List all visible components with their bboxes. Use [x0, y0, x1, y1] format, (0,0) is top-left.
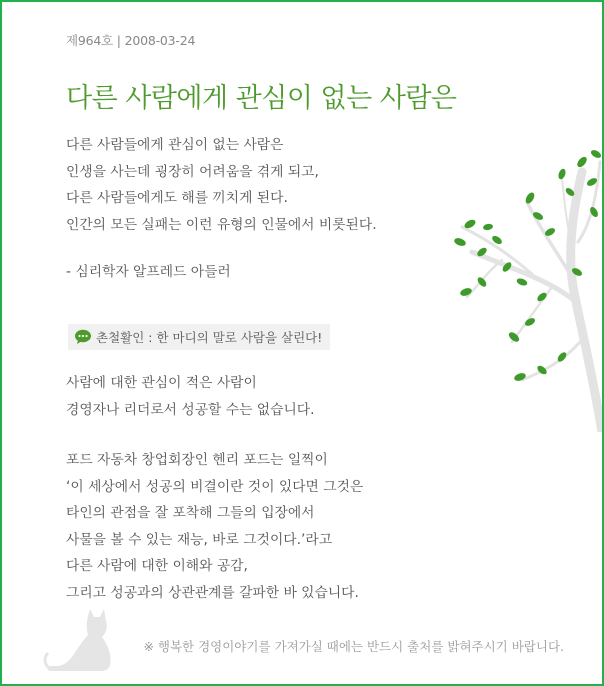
copyright-notice: ※ 행복한 경영이야기를 가져가실 때에는 반드시 출처를 밝혀주시기 바랍니다. — [143, 639, 564, 654]
body-line: 타인의 관점을 잘 포착해 그들의 입장에서 — [66, 505, 315, 521]
page-title: 다른 사람에게 관심이 없는 사람은 — [66, 83, 457, 114]
attribution-text: - 심리학자 알프레드 아들러 — [66, 264, 231, 280]
quote-block — [66, 132, 466, 238]
body-line: 포드 자동차 창업회장인 헨리 포드는 일찍이 — [66, 452, 328, 468]
speech-bubble-icon — [74, 329, 92, 345]
body-paragraph-2 — [66, 447, 466, 606]
tip-text: 촌철활인 : 한 마디의 말로 사람을 살린다! — [96, 330, 323, 345]
body-line: 다른 사람에 대한 이해와 공감, — [66, 558, 248, 574]
quote-line: 인생을 사는데 굉장히 어려움을 겪게 되고, — [66, 163, 319, 180]
tree-branch-icon — [442, 132, 602, 432]
quote-line: 인간의 모든 실패는 이런 유형의 인물에서 비롯된다. — [66, 216, 377, 233]
quote-attribution — [66, 259, 466, 286]
issue-info: 제964호 | 2008-03-24 — [66, 33, 196, 48]
tip-badge — [68, 324, 330, 350]
quote-line: 다른 사람들에게 관심이 없는 사람은 — [66, 137, 284, 153]
body-line: 사물을 볼 수 있는 재능, 바로 그것이다.’라고 — [66, 531, 333, 548]
body-line: 그리고 성공과의 상관관계를 갈파한 바 있습니다. — [66, 584, 359, 601]
body-line: 경영자나 리더로서 성공할 수는 없습니다. — [66, 401, 315, 418]
body-line: 사람에 대한 관심이 적은 사람이 — [66, 375, 257, 391]
body-paragraph-1 — [66, 370, 466, 423]
cat-silhouette-icon — [42, 607, 122, 672]
quote-line: 다른 사람들에게도 해를 끼치게 된다. — [66, 190, 288, 206]
body-line: ‘이 세상에서 성공의 비결이란 것이 있다면 그것은 — [66, 478, 364, 495]
